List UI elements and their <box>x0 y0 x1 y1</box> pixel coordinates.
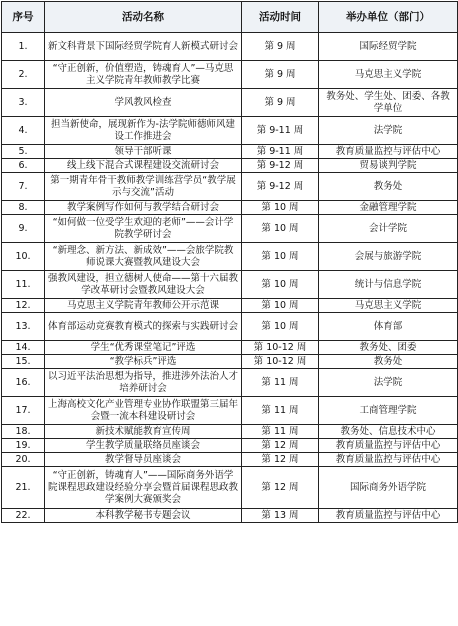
organizer: 会展与旅游学院 <box>319 243 458 271</box>
activity-table <box>1 1 458 523</box>
organizer: 教务处、信息技术中心 <box>319 425 458 439</box>
activity-name: 教学督导员座谈会 <box>45 453 242 467</box>
organizer: 体育部 <box>319 313 458 341</box>
row-number: 19. <box>2 439 45 453</box>
activity-time: 第 9-11 周 <box>242 145 319 159</box>
row-number: 16. <box>2 369 45 397</box>
activity-name: 担当新使命，展现新作为-法学院师德师风建设工作推进会 <box>45 117 242 145</box>
header-no: 序号 <box>2 2 45 33</box>
activity-name: “如何做一位受学生欢迎的老师”——会计学院教学研讨会 <box>45 215 242 243</box>
table-row <box>2 313 458 341</box>
row-number: 2. <box>2 61 45 89</box>
activity-time: 第 10-12 周 <box>242 355 319 369</box>
activity-time: 第 10 周 <box>242 215 319 243</box>
table-row <box>2 243 458 271</box>
row-number: 5. <box>2 145 45 159</box>
activity-time: 第 10 周 <box>242 299 319 313</box>
table-body <box>2 33 458 523</box>
activity-time: 第 9-11 周 <box>242 117 319 145</box>
activity-time: 第 11 周 <box>242 397 319 425</box>
table-row <box>2 271 458 299</box>
table-row <box>2 299 458 313</box>
organizer: 教育质量监控与评估中心 <box>319 453 458 467</box>
organizer: 教务处 <box>319 173 458 201</box>
row-number: 18. <box>2 425 45 439</box>
organizer: 国际商务外语学院 <box>319 467 458 509</box>
row-number: 6. <box>2 159 45 173</box>
activity-name: 学风教风检查 <box>45 89 242 117</box>
activity-name: 教学案例写作如何与教学结合研讨会 <box>45 201 242 215</box>
activity-time: 第 12 周 <box>242 439 319 453</box>
table-row <box>2 61 458 89</box>
organizer: 国际经贸学院 <box>319 33 458 61</box>
activity-name: 马克思主义学院青年教师公开示范课 <box>45 299 242 313</box>
row-number: 12. <box>2 299 45 313</box>
activity-time: 第 10 周 <box>242 313 319 341</box>
activity-name: 第一期青年骨干教师教学训练营学员“教学展示与交流”活动 <box>45 173 242 201</box>
row-number: 1. <box>2 33 45 61</box>
activity-name: 以习近平法治思想为指导，推进涉外法治人才培养研讨会 <box>45 369 242 397</box>
organizer: 统计与信息学院 <box>319 271 458 299</box>
organizer: 贸易谈判学院 <box>319 159 458 173</box>
table-row <box>2 425 458 439</box>
table-row <box>2 145 458 159</box>
organizer: 教务处、学生处、团委、各教学单位 <box>319 89 458 117</box>
row-number: 7. <box>2 173 45 201</box>
organizer: 会计学院 <box>319 215 458 243</box>
activity-time: 第 9-12 周 <box>242 159 319 173</box>
activity-name: 新文科背景下国际经贸学院育人新模式研讨会 <box>45 33 242 61</box>
table-row <box>2 173 458 201</box>
organizer: 马克思主义学院 <box>319 299 458 313</box>
activity-name: 新技术赋能教育宣传周 <box>45 425 242 439</box>
organizer: 马克思主义学院 <box>319 61 458 89</box>
row-number: 13. <box>2 313 45 341</box>
activity-time: 第 10-12 周 <box>242 341 319 355</box>
row-number: 20. <box>2 453 45 467</box>
activity-name: 上海高校文化产业管理专业协作联盟第三届年会暨一流本科建设研讨会 <box>45 397 242 425</box>
activity-time: 第 10 周 <box>242 243 319 271</box>
activity-time: 第 10 周 <box>242 271 319 299</box>
activity-name: 线上线下混合式课程建设交流研讨会 <box>45 159 242 173</box>
header-activity-time: 活动时间 <box>242 2 319 33</box>
activity-name: “新理念、新方法、新成效”——会旅学院教师说课大赛暨教风建设大会 <box>45 243 242 271</box>
row-number: 4. <box>2 117 45 145</box>
activity-name: “守正创新，铸魂育人”——国际商务外语学院课程思政建设经验分享会暨首届课程思政教学案例大赛颁奖会 <box>45 467 242 509</box>
activity-time: 第 12 周 <box>242 467 319 509</box>
row-number: 3. <box>2 89 45 117</box>
activity-time: 第 11 周 <box>242 425 319 439</box>
activity-time: 第 12 周 <box>242 453 319 467</box>
table-row <box>2 201 458 215</box>
table-row <box>2 397 458 425</box>
row-number: 15. <box>2 355 45 369</box>
activity-name: 体育部运动竞赛教育模式的探索与实践研讨会 <box>45 313 242 341</box>
table-row <box>2 215 458 243</box>
row-number: 14. <box>2 341 45 355</box>
activity-time: 第 13 周 <box>242 509 319 523</box>
row-number: 10. <box>2 243 45 271</box>
activity-name: 领导干部听课 <box>45 145 242 159</box>
row-number: 17. <box>2 397 45 425</box>
table-row <box>2 89 458 117</box>
activity-name: 学生教学质量联络员座谈会 <box>45 439 242 453</box>
activity-name: “教学标兵”评选 <box>45 355 242 369</box>
header-organizer: 举办单位（部门） <box>319 2 458 33</box>
table-row <box>2 33 458 61</box>
header-activity-name: 活动名称 <box>45 2 242 33</box>
table-row <box>2 369 458 397</box>
activity-time: 第 10 周 <box>242 201 319 215</box>
organizer: 金融管理学院 <box>319 201 458 215</box>
activity-name: 本科教学秘书专题会议 <box>45 509 242 523</box>
table-row <box>2 159 458 173</box>
activity-name: 强教风建设，担立德树人使命——第十六届教学改革研讨会暨教风建设大会 <box>45 271 242 299</box>
row-number: 9. <box>2 215 45 243</box>
organizer: 法学院 <box>319 117 458 145</box>
row-number: 8. <box>2 201 45 215</box>
header-row <box>2 2 458 33</box>
organizer: 法学院 <box>319 369 458 397</box>
activity-name: “守正创新，价值塑造，铸魂育人”—马克思主义学院青年教师教学比赛 <box>45 61 242 89</box>
table-row <box>2 467 458 509</box>
activity-time: 第 9 周 <box>242 33 319 61</box>
table-row <box>2 117 458 145</box>
row-number: 11. <box>2 271 45 299</box>
activity-time: 第 9 周 <box>242 61 319 89</box>
table-row <box>2 355 458 369</box>
table-row <box>2 509 458 523</box>
activity-name: 学生“优秀课堂笔记”评选 <box>45 341 242 355</box>
row-number: 22. <box>2 509 45 523</box>
row-number: 21. <box>2 467 45 509</box>
organizer: 教育质量监控与评估中心 <box>319 145 458 159</box>
organizer: 工商管理学院 <box>319 397 458 425</box>
organizer: 教育质量监控与评估中心 <box>319 439 458 453</box>
table-row <box>2 439 458 453</box>
organizer: 教育质量监控与评估中心 <box>319 509 458 523</box>
activity-time: 第 11 周 <box>242 369 319 397</box>
table-row <box>2 453 458 467</box>
activity-time: 第 9-12 周 <box>242 173 319 201</box>
organizer: 教务处、团委 <box>319 341 458 355</box>
organizer: 教务处 <box>319 355 458 369</box>
table-row <box>2 341 458 355</box>
activity-time: 第 9 周 <box>242 89 319 117</box>
